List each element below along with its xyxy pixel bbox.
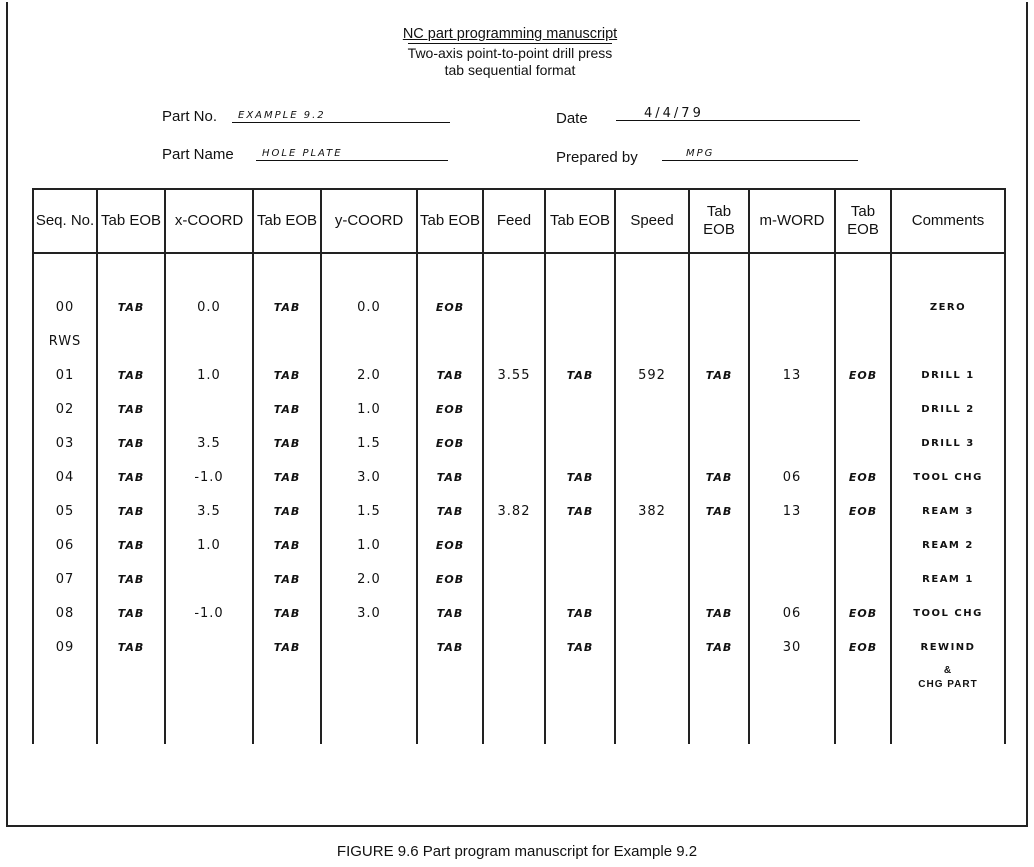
table-row: [33, 392, 1005, 426]
table-cell: ZERO: [891, 290, 1005, 324]
table-cell: TAB: [253, 562, 321, 596]
col-header-tab: Tab EOB: [417, 189, 483, 253]
table-cell: [615, 596, 689, 630]
table-cell: REWIND: [891, 630, 1005, 664]
table-cell: TAB: [689, 460, 749, 494]
table-cell: [749, 528, 835, 562]
table-cell: TOOL CHG: [891, 460, 1005, 494]
table-cell: [615, 664, 689, 744]
part-name-label: Part Name: [162, 146, 234, 163]
table-cell: [483, 392, 545, 426]
table-cell: [891, 664, 1005, 744]
table-cell: RWS: [33, 324, 97, 358]
table-cell: DRILL 3: [891, 426, 1005, 460]
table-cell: [689, 392, 749, 426]
table-cell: [483, 528, 545, 562]
table-cell: [835, 562, 891, 596]
prepared-by-label: Prepared by: [556, 149, 638, 166]
table-cell: EOB: [835, 596, 891, 630]
table-cell: [545, 562, 615, 596]
date-label: Date: [556, 110, 588, 127]
table-cell: EOB: [835, 460, 891, 494]
table-cell: EOB: [417, 392, 483, 426]
header-row: [33, 189, 1005, 253]
comment-chg-part: CHG PART: [918, 679, 978, 690]
figure-caption: FIGURE 9.6 Part program manuscript for Example 9.2: [336, 843, 698, 860]
table-cell: TAB: [97, 630, 165, 664]
table-cell: 13: [749, 494, 835, 528]
table-cell: TAB: [417, 460, 483, 494]
table-cell: TAB: [253, 630, 321, 664]
table-cell: [483, 290, 545, 324]
table-cell: [615, 562, 689, 596]
table-cell: TAB: [545, 596, 615, 630]
table-cell: 30: [749, 630, 835, 664]
table-cell: TAB: [253, 494, 321, 528]
blank-row: [33, 253, 1005, 290]
table-cell: 01: [33, 358, 97, 392]
col-header-tab: Tab EOB: [689, 189, 749, 253]
table-cell: TAB: [97, 392, 165, 426]
table-cell: DRILL 2: [891, 392, 1005, 426]
table-cell: TAB: [97, 290, 165, 324]
table-cell: 06: [749, 460, 835, 494]
table-row: [33, 324, 1005, 358]
table-cell: [483, 630, 545, 664]
table-cell: [615, 460, 689, 494]
table-cell: [835, 392, 891, 426]
table-row: [33, 596, 1005, 630]
table-cell: [33, 664, 97, 744]
table-cell: [835, 426, 891, 460]
table-cell: REAM 2: [891, 528, 1005, 562]
table-cell: -1.0: [165, 460, 253, 494]
table-cell: REAM 3: [891, 494, 1005, 528]
table-cell: TAB: [253, 528, 321, 562]
table-row: [33, 562, 1005, 596]
table-cell: [689, 664, 749, 744]
table-cell: TAB: [253, 358, 321, 392]
table-cell: [749, 426, 835, 460]
table-cell: 592: [615, 358, 689, 392]
date-value: 4/4/79: [616, 106, 860, 121]
table-cell: EOB: [835, 630, 891, 664]
table-row: [33, 426, 1005, 460]
table-cell: EOB: [417, 290, 483, 324]
table-cell: 2.0: [321, 358, 417, 392]
table-cell: 00: [33, 290, 97, 324]
table-cell: 1.5: [321, 494, 417, 528]
table-cell: TAB: [417, 630, 483, 664]
table-cell: 06: [33, 528, 97, 562]
table-cell: [165, 630, 253, 664]
table-cell: [253, 324, 321, 358]
title-line-2: Two-axis point-to-point drill press: [407, 45, 613, 61]
table-cell: [417, 664, 483, 744]
comment-ampersand: &: [943, 665, 953, 676]
table-cell: 1.0: [321, 392, 417, 426]
table-cell: TAB: [253, 596, 321, 630]
table-cell: [483, 664, 545, 744]
table-cell: 13: [749, 358, 835, 392]
table-cell: TOOL CHG: [891, 596, 1005, 630]
table-cell: [483, 460, 545, 494]
table-cell: 1.0: [165, 528, 253, 562]
table-cell: [321, 630, 417, 664]
table-cell: [253, 664, 321, 744]
table-cell: TAB: [545, 630, 615, 664]
part-no-value: EXAMPLE 9.2: [232, 108, 450, 123]
table-cell: 2.0: [321, 562, 417, 596]
table-row: [33, 358, 1005, 392]
table-cell: TAB: [689, 494, 749, 528]
table-cell: [545, 426, 615, 460]
manuscript-table: [32, 188, 1006, 744]
col-header-comments: Comments: [891, 189, 1005, 253]
table-cell: [321, 664, 417, 744]
table-row: [33, 460, 1005, 494]
col-header-x: x-COORD: [165, 189, 253, 253]
table-cell: [615, 290, 689, 324]
table-cell: TAB: [417, 358, 483, 392]
col-header-mword: m-WORD: [749, 189, 835, 253]
table-cell: [749, 392, 835, 426]
table-cell: [545, 392, 615, 426]
prepared-by-value: MPG: [662, 146, 858, 161]
table-cell: TAB: [253, 426, 321, 460]
table-cell: [615, 426, 689, 460]
table-cell: 03: [33, 426, 97, 460]
table-cell: TAB: [253, 290, 321, 324]
table-cell: TAB: [97, 358, 165, 392]
col-header-tab: Tab EOB: [545, 189, 615, 253]
table-cell: [97, 664, 165, 744]
table-cell: [97, 324, 165, 358]
table-cell: [749, 324, 835, 358]
col-header-feed: Feed: [483, 189, 545, 253]
table-cell: TAB: [97, 596, 165, 630]
table-cell: [545, 664, 615, 744]
col-header-y: y-COORD: [321, 189, 417, 253]
table-cell: [891, 324, 1005, 358]
table-cell: -1.0: [165, 596, 253, 630]
col-header-tab: Tab EOB: [253, 189, 321, 253]
table-cell: [689, 426, 749, 460]
table-cell: EOB: [835, 358, 891, 392]
table-cell: EOB: [417, 528, 483, 562]
table-cell: EOB: [417, 426, 483, 460]
table-cell: 0.0: [321, 290, 417, 324]
table-cell: [165, 562, 253, 596]
table-cell: 3.0: [321, 596, 417, 630]
table-cell: [615, 324, 689, 358]
table-cell: TAB: [417, 494, 483, 528]
table-cell: [615, 528, 689, 562]
title-line-3: tab sequential format: [444, 62, 576, 78]
table-cell: TAB: [689, 630, 749, 664]
part-name-value: HOLE PLATE: [256, 146, 448, 161]
table-cell: [689, 324, 749, 358]
table-cell: TAB: [417, 596, 483, 630]
table-cell: [749, 562, 835, 596]
table-cell: 06: [749, 596, 835, 630]
table-cell: TAB: [253, 460, 321, 494]
sheet-title: [330, 26, 690, 79]
table-cell: TAB: [97, 494, 165, 528]
table-cell: [545, 324, 615, 358]
table-cell: [689, 528, 749, 562]
table-cell: 05: [33, 494, 97, 528]
table-cell: 3.82: [483, 494, 545, 528]
table-cell: [483, 324, 545, 358]
table-cell: TAB: [97, 562, 165, 596]
table-cell: TAB: [689, 596, 749, 630]
table-cell: 04: [33, 460, 97, 494]
table-cell: TAB: [545, 494, 615, 528]
table-cell: [835, 528, 891, 562]
table-cell: TAB: [97, 426, 165, 460]
table-cell: [165, 324, 253, 358]
table-cell: TAB: [97, 528, 165, 562]
table-cell: [749, 664, 835, 744]
table-cell: 07: [33, 562, 97, 596]
table-cell: TAB: [97, 460, 165, 494]
table-cell: 09: [33, 630, 97, 664]
table-cell: TAB: [689, 358, 749, 392]
table-row: [33, 528, 1005, 562]
col-header-tab: Tab EOB: [97, 189, 165, 253]
table-cell: [321, 324, 417, 358]
table-cell: TAB: [253, 392, 321, 426]
table-cell: [483, 426, 545, 460]
table-cell: [483, 562, 545, 596]
table-row: [33, 664, 1005, 744]
table-row: [33, 494, 1005, 528]
table-cell: 08: [33, 596, 97, 630]
table-cell: [165, 664, 253, 744]
table-cell: DRILL 1: [891, 358, 1005, 392]
part-no-label: Part No.: [162, 108, 218, 125]
table-cell: [417, 324, 483, 358]
table-cell: 3.0: [321, 460, 417, 494]
table-cell: TAB: [545, 460, 615, 494]
title-line-1: NC part programming manuscript: [402, 26, 618, 42]
table-cell: 1.0: [165, 358, 253, 392]
table-cell: [689, 562, 749, 596]
table-cell: REAM 1: [891, 562, 1005, 596]
table-cell: 1.0: [321, 528, 417, 562]
table-cell: TAB: [545, 358, 615, 392]
table-cell: [483, 596, 545, 630]
table-cell: EOB: [835, 494, 891, 528]
table-cell: EOB: [417, 562, 483, 596]
table-cell: [749, 290, 835, 324]
table-cell: 02: [33, 392, 97, 426]
table-cell: [545, 528, 615, 562]
col-header-speed: Speed: [615, 189, 689, 253]
table-cell: 382: [615, 494, 689, 528]
table-cell: [615, 630, 689, 664]
table-row: [33, 630, 1005, 664]
table-cell: [165, 392, 253, 426]
table-cell: [689, 290, 749, 324]
table-cell: [835, 290, 891, 324]
table-cell: 3.55: [483, 358, 545, 392]
table-cell: [835, 664, 891, 744]
table-row: [33, 290, 1005, 324]
table-cell: 0.0: [165, 290, 253, 324]
table-cell: 1.5: [321, 426, 417, 460]
table-cell: 3.5: [165, 494, 253, 528]
table-cell: [835, 324, 891, 358]
table-cell: [545, 290, 615, 324]
col-header-seq: Seq. No.: [33, 189, 97, 253]
table-cell: [615, 392, 689, 426]
col-header-tab: Tab EOB: [835, 189, 891, 253]
table-cell: 3.5: [165, 426, 253, 460]
